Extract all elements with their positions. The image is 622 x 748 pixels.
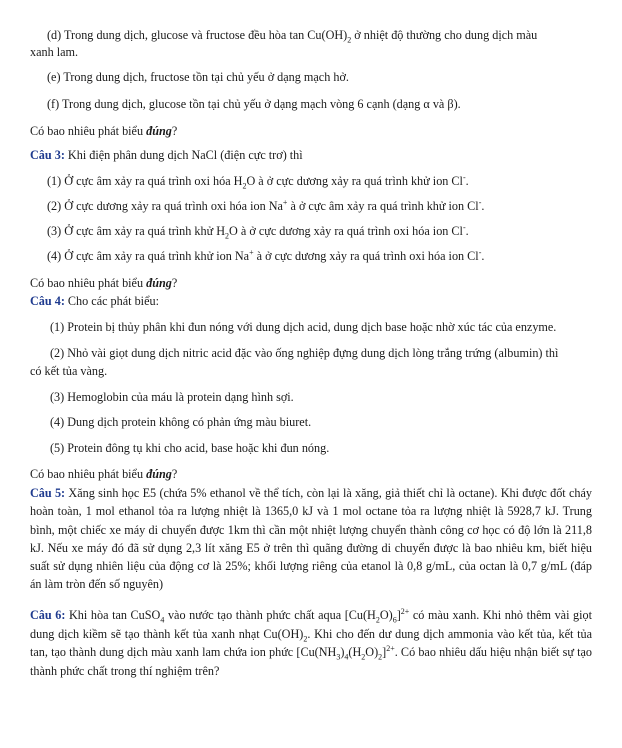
q4-statement-4: (4) Dung dịch protein không có phản ứng màu biuret. bbox=[50, 415, 312, 429]
q4-statement-2-line2: có kết tủa vàng. bbox=[30, 364, 108, 378]
q3-statement-2: (2) Ở cực dương xảy ra quá trình oxi hóa ion Na+ à ở cực âm xảy ra quá trình khử ion Cl-. bbox=[47, 197, 485, 213]
q5-label: Câu 5: bbox=[30, 486, 66, 500]
q4-statement-5: (5) Protein đông tụ khi cho acid, base hoặc khi đun nóng. bbox=[50, 441, 330, 455]
q2-statement-d-line2: xanh lam. bbox=[30, 45, 79, 59]
q2-statement-f: (f) Trong dung dịch, glucose tồn tại chủ yếu ở dạng mạch vòng 6 cạnh (dạng α và β). bbox=[47, 97, 461, 111]
q4-stem: Câu 4: Cho các phát biểu: bbox=[30, 294, 159, 308]
q3-stem: Câu 3: Khi điện phân dung dịch NaCl (điện cực trơ) thì bbox=[30, 148, 303, 162]
q4-statement-1: (1) Protein bị thủy phân khi đun nóng với dung dịch acid, dung dịch base hoặc nhờ xúc tác của enzyme. bbox=[50, 320, 557, 334]
q5-paragraph: Câu 5: Xăng sinh học E5 (chứa 5% ethanol về thể tích, còn lại là xăng, giả thiết chỉ là octane). Khi được đốt cháy hoàn toàn, 1 mol ethanol tỏa ra lượng nhiệt là 1365,0 kJ và 1 mol octane tỏa ra lượng nhiệt là 5928,7 kJ. Trung bình, một chiếc xe máy di chuyển được 1km thì cần một nhiệt lượng chuyển thành công cơ học có độ lớn là 211,8 kJ. Nếu xe máy đó đã sử dụng 2,3 lít xăng E5 ở trên thì quãng đường di chuyển được là bao nhiêu km, biết hiệu suất sử dụng nhiên liệu của động cơ là 25%; khối lượng riêng của etanol là 0,8 g/mL, của octan là 0,7 g/mL (đáp án làm tròn đến số nguyên) bbox=[30, 486, 592, 592]
q3-statement-4: (4) Ở cực âm xảy ra quá trình khử ion Na+ à ở cực dương xảy ra quá trình oxi hóa ion Cl-. bbox=[47, 247, 485, 263]
q4-question-prompt: Có bao nhiêu phát biểu đúng? bbox=[30, 467, 178, 481]
q2-question-prompt: Có bao nhiêu phát biểu đúng? bbox=[30, 124, 178, 138]
q4-statement-2-line1: (2) Nhỏ vài giọt dung dịch nitric acid đặc vào ống nghiệp đựng dung dịch lòng trắng trứng (albumin) thì bbox=[50, 346, 559, 360]
q3-statement-3: (3) Ở cực âm xảy ra quá trình khử $H_2O$ à ở cực dương xảy ra quá trình oxi hóa ion Cl-. bbox=[47, 222, 469, 241]
q6-label: Câu 6: bbox=[30, 608, 66, 622]
q4-label: Câu 4: bbox=[30, 294, 65, 308]
q6-paragraph: Câu 6: Khi hòa tan CuSO$_4$ vào nước tạo thành phức chất aqua $[Cu(H_2O)_6]^{2+}$ có màu xanh. Khi nhỏ thêm vài giọt dung dịch kiềm sẽ tạo thành kết tủa xanh nhạt $Cu(OH)_2$. Khi cho đến dư dung dịch ammonia vào kết tủa, kết tủa tan, tạo thành dung dịch màu xanh lam chứa ion phức $[Cu(NH_3)_4(H_2O)_2]^{2+}$. Có bao nhiêu dấu hiệu nhận biết sự tạo thành phức chất trong thí nghiệm trên? bbox=[30, 606, 593, 678]
q2-statement-e: (e) Trong dung dịch, fructose tồn tại chủ yếu ở dạng mạch hở. bbox=[47, 70, 349, 84]
q2-statement-d-line1: (d) Trong dung dịch, glucose và fructose đều hòa $\tan Cu(OH)_2$ ở nhiệt độ thường cho dung dịch màu bbox=[47, 28, 538, 45]
q4-statement-3: (3) Hemoglobin của máu là protein dạng hình sợi. bbox=[50, 390, 294, 404]
q3-statement-1: (1) Ở cực âm xảy ra quá trình oxi hóa $H_2O$ à ở cực dương xảy ra quá trình khử ion Cl-. bbox=[47, 172, 469, 191]
q3-question-prompt: Có bao nhiêu phát biểu đúng? bbox=[30, 276, 178, 290]
q3-label: Câu 3: bbox=[30, 148, 65, 162]
